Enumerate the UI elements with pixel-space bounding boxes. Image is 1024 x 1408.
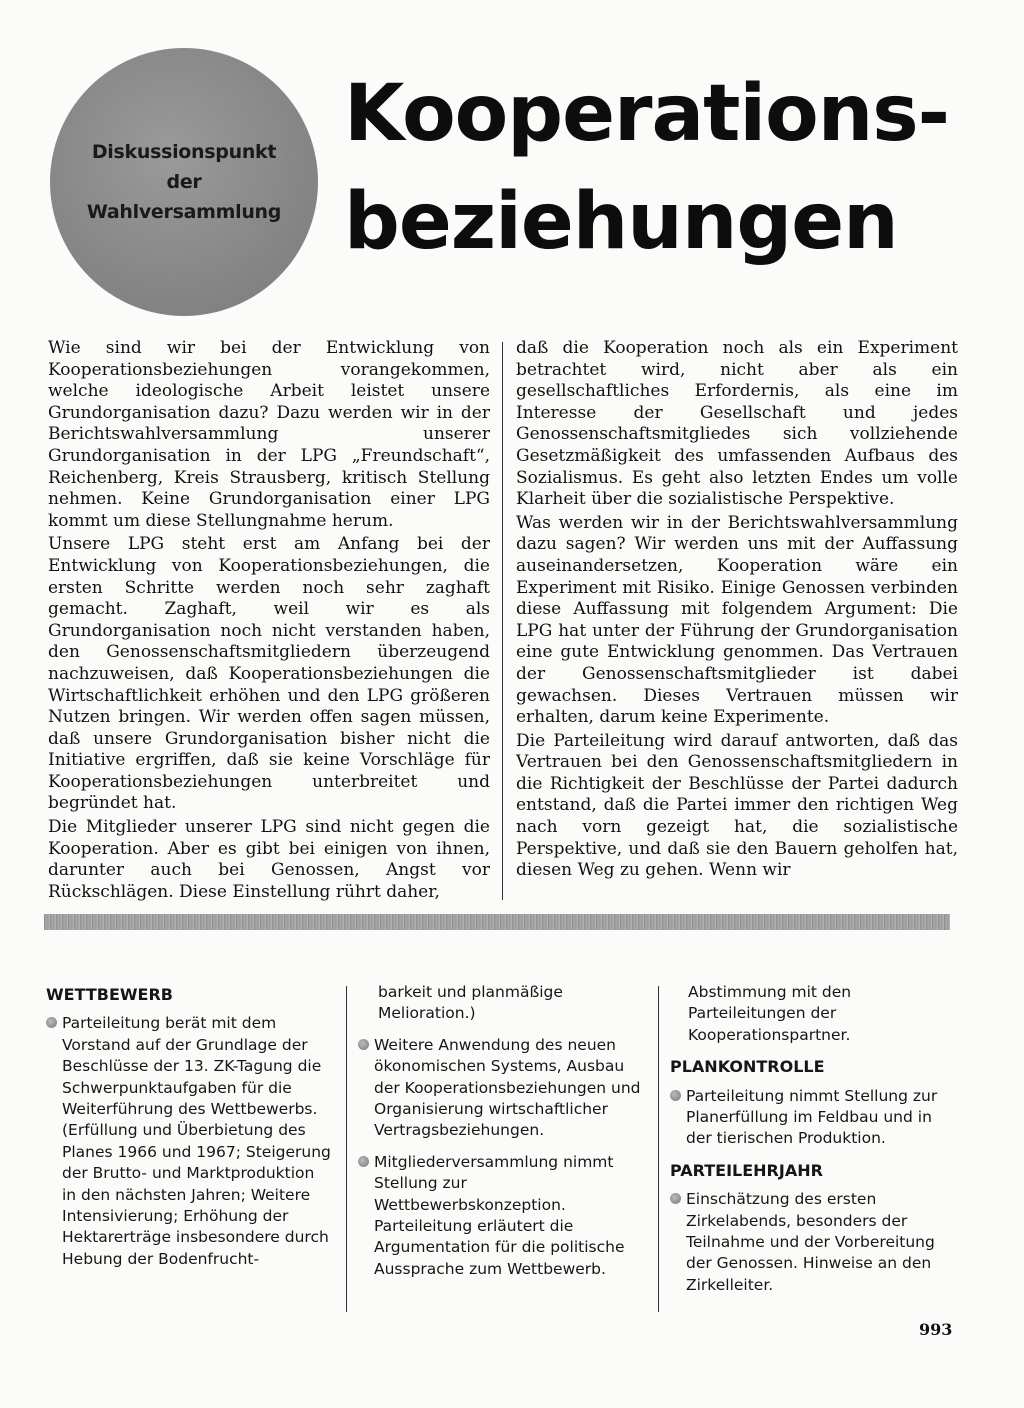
title-line-2: beziehungen <box>344 177 898 267</box>
continued-text: Abstimmung mit den Parteileitungen der Kooperationspartner. <box>688 983 852 1044</box>
list-item-text: Parteileitung berät mit dem Vorstand auf der Grundlage der Beschlüsse der 13. ZK-Tagung die Schwerpunktaufgaben für die Weiterführung des Wettbewerbs. (Erfüllung und Überbietung des Planes 1966 und 1967; Steigerung der Brutto- und Marktproduktion in den nächsten Jahren; Weitere Intensivierung; Erhöhung der Hektarerträge insbesondere durch Hebung der Bodenfrucht- <box>62 1014 331 1268</box>
main-column-left <box>48 338 490 905</box>
heading-parteilehrjahr: PARTEILEHRJAHR <box>670 1160 823 1180</box>
main-column-right <box>516 338 958 884</box>
heading-plankontrolle: PLANKONTROLLE <box>670 1057 825 1077</box>
list-item <box>358 1035 652 1142</box>
paragraph: Was werden wir in der Berichtswahlversammlung dazu sagen? Wir werden uns mit der Auffassung auseinandersetzen, Kooperation wäre ein Experiment mit Risiko. Einige Genossen verbinden diese Auffassung mit folgendem Argument: Die LPG hat unter der Führung der Grundorganisation eine gute Entwicklung genommen. Das Vertrauen der Genossenschaftsmitglieder ist dabei gewachsen. Dieses Vertrauen müssen wir erhalten, darum keine Experimente. <box>516 512 958 728</box>
bullet-icon <box>46 1017 57 1028</box>
bullet-icon <box>358 1156 369 1167</box>
badge-line-3: Wahlversammlung <box>86 201 282 223</box>
badge-line-1: Diskussionspunkt <box>91 141 277 163</box>
list-item-text: Parteileitung nimmt Stellung zur Planerfüllung im Feldbau und in der tierischen Produktion. <box>686 1086 938 1148</box>
continued-text: barkeit und planmäßige Melioration.) <box>378 983 563 1023</box>
info-column-3 <box>670 982 958 1306</box>
list-item-text: Mitgliederversammlung nimmt Stellung zur Wettbewerbskonzeption. Parteileitung erläutert die Argumentation für die politische Aussprache zum Wettbewerb. <box>374 1152 625 1278</box>
discussion-badge <box>50 48 318 316</box>
column-divider <box>502 342 503 900</box>
list-item <box>670 1189 958 1296</box>
badge-line-2: der <box>166 171 202 193</box>
paragraph: Die Parteileitung wird darauf antworten, daß das Vertrauen bei den Genossenschaftsmitgliedern in die Richtigkeit der Beschlüsse der Partei dadurch entstand, daß die Partei immer den richtigen Weg nach vorn gezeigt hat, die sozialistische Perspektive, und daß sie den Bauern geholfen hat, diesen Weg zu gehen. Wenn wir <box>516 730 958 881</box>
info-column-2 <box>358 982 652 1290</box>
list-item-text: Einschätzung des ersten Zirkelabends, besonders der Teilnahme und der Vorbereitung der Genossen. Hinweise an den Zirkelleiter. <box>686 1190 935 1294</box>
section-rule <box>44 914 950 930</box>
paragraph: Unsere LPG steht erst am Anfang bei der Entwicklung von Kooperationsbeziehungen, die ersten Schritte werden noch sehr zaghaft gemacht. Zaghaft, weil wir es als Grundorganisation noch nicht verstanden haben, den Genossenschaftsmitgliedern überzeugend nachzuweisen, daß Kooperationsbeziehungen die Wirtschaftlichkeit erhöhen und den LPG größeren Nutzen bringen. Wir werden offen sagen müssen, daß unsere Grundorganisation bisher nicht die Initiative ergriffen, daß sie keine Vorschläge für Kooperationsbeziehungen unterbreitet und begründet hat. <box>48 534 490 814</box>
bullet-icon <box>670 1090 681 1101</box>
page-number: 993 <box>919 1320 953 1339</box>
list-item <box>46 1013 332 1270</box>
paragraph: Wie sind wir bei der Entwicklung von Kooperationsbeziehungen vorangekommen, welche ideologische Arbeit leistet unsere Grundorganisation dazu? Dazu werden wir in der Berichtswahlversammlung unserer Grundorganisation in der LPG „Freundschaft“, Reichenberg, Kreis Strausberg, kritisch Stellung nehmen. Keine Grundorganisation einer LPG kommt um diese Stellungnahme herum. <box>48 338 490 531</box>
heading-wettbewerb: WETTBEWERB <box>46 985 173 1004</box>
bullet-icon <box>670 1193 681 1204</box>
list-item <box>358 1152 652 1280</box>
info-column-divider <box>346 986 347 1312</box>
bullet-icon <box>358 1039 369 1050</box>
paragraph: Die Mitglieder unserer LPG sind nicht gegen die Kooperation. Aber es gibt bei einigen von ihnen, darunter auch bei Genossen, Angst vor Rückschlägen. Diese Einstellung rührt daher, <box>48 817 490 902</box>
list-item-text: Weitere Anwendung des neuen ökonomischen Systems, Ausbau der Kooperationsbeziehungen und Organisierung wirtschaftlicher Vertragsbeziehungen. <box>374 1035 641 1140</box>
info-column-1 <box>46 982 332 1280</box>
article-title <box>344 60 949 276</box>
paragraph: daß die Kooperation noch als ein Experiment betrachtet wird, nicht aber als ein gesellschaftliches Erfordernis, als eine im Interesse der Gesellschaft und jedes Genossenschaftsmitgliedes sich vollziehende Gesetzmäßigkeit des umfassenden Aufbaus des Sozialismus. Es geht also letzten Endes um volle Klarheit über die sozialistische Perspektive. <box>516 338 958 510</box>
list-item <box>670 1086 958 1150</box>
title-line-1: Kooperations- <box>344 69 950 159</box>
info-column-divider <box>658 986 659 1312</box>
